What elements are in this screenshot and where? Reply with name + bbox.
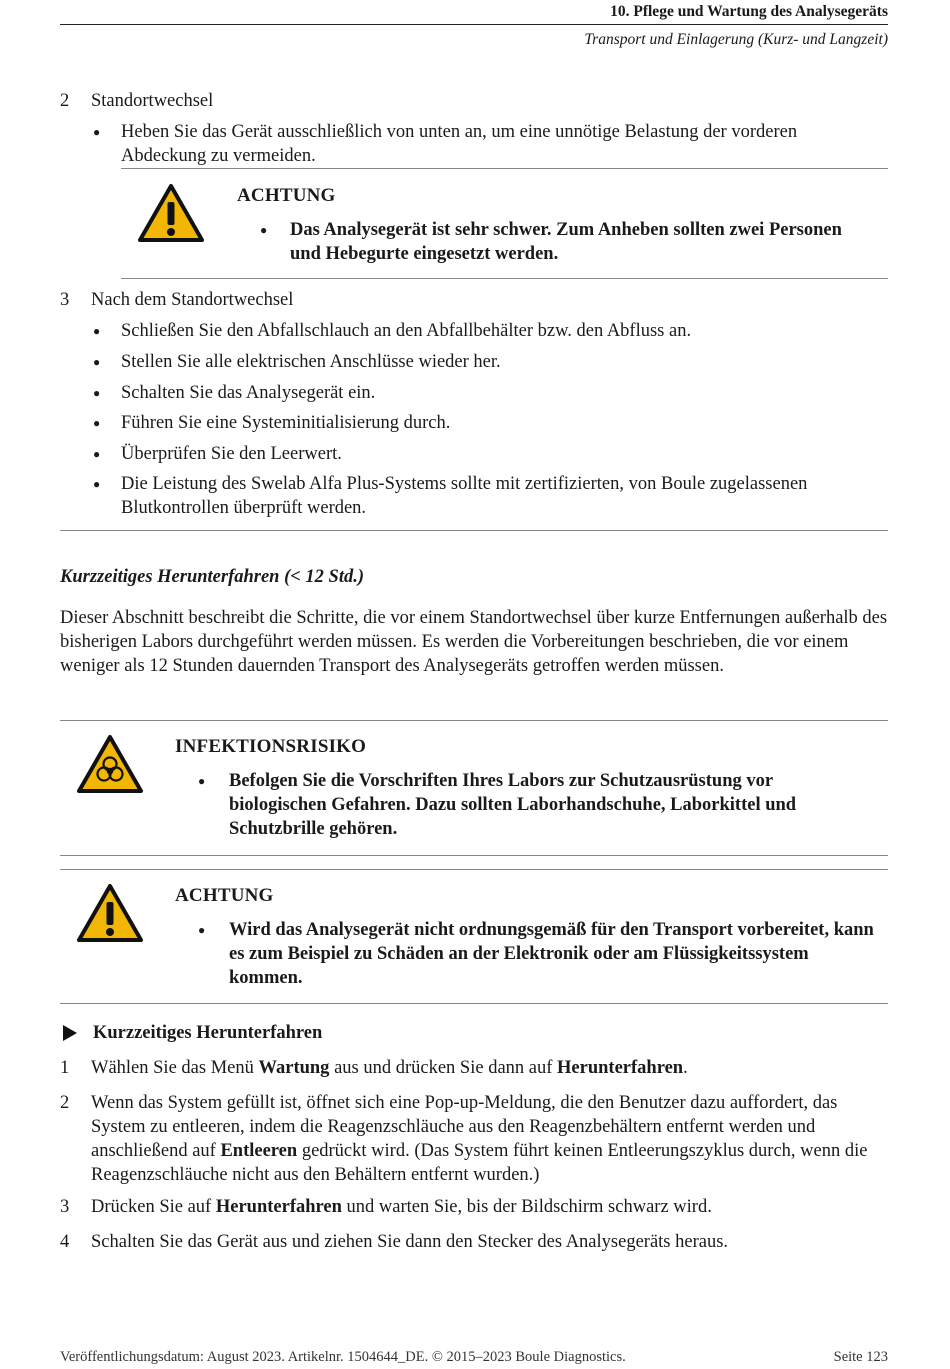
caution-text: Wird das Analysegerät nicht ordnungsgemäß für den Transport vorbereitet, kann es zum Beispiel zu Schäden an der Elektronik oder am Flüssigkeitssystem kommen.: [229, 920, 874, 988]
header-rule: [60, 24, 888, 25]
caution-title: ACHTUNG: [237, 185, 336, 206]
footer-publication: Veröffentlichungsdatum: August 2023. Artikelnr. 1504644_DE. © 2015–2023 Boule Diagnostics.: [60, 1349, 626, 1365]
bullet-dot: ●: [260, 223, 268, 237]
divider: [60, 1003, 888, 1004]
infection-title: INFEKTIONSRISIKO: [175, 736, 367, 757]
bullet-text: Führen Sie eine Systeminitialisierung durch.: [121, 413, 451, 433]
bullet-dot: ●: [93, 324, 101, 338]
procedure-title: Kurzzeitiges Herunterfahren: [93, 1023, 323, 1043]
bullet-text: Schließen Sie den Abfallschlauch an den Abfallbehälter bzw. den Abfluss an.: [121, 321, 692, 341]
bullet-dot: ●: [93, 386, 101, 400]
biohazard-icon: [76, 734, 144, 794]
step-title: Standortwechsel: [91, 91, 214, 111]
bullet-dot: ●: [93, 355, 101, 369]
page-number: Seite 123: [833, 1349, 888, 1365]
divider: [60, 855, 888, 856]
divider: [121, 168, 888, 169]
divider: [121, 278, 888, 279]
divider: [60, 530, 888, 531]
step-number: 1: [60, 1058, 70, 1078]
step-number: 3: [60, 1197, 70, 1217]
warning-triangle-icon: [76, 883, 144, 943]
caution-title: ACHTUNG: [175, 885, 274, 906]
step-number: 3: [60, 290, 70, 310]
divider: [60, 720, 888, 721]
bullet-dot: ●: [93, 477, 101, 491]
procedure-step: Wenn das System gefüllt ist, öffnet sich eine Pop-up-Meldung, die den Benutzer dazu auffordert, das System zu entleeren, indem die Reagenzschläuche aus den Reagenzbehältern entfernt werden und anschließend auf Entleeren gedrückt wird. (Das System führt keinen Entleerungszyklus durch, wenn die Reagenzschläuche nicht aus den Behältern entfernt wurden.): [91, 1093, 868, 1185]
infection-text: Befolgen Sie die Vorschriften Ihres Labors zur Schutzausrüstung vor biologischen Gefahren. Dazu sollten Laborhandschuhe, Laborkittel und Schutzbrille gehören.: [229, 771, 797, 839]
section-paragraph: Dieser Abschnitt beschreibt die Schritte, die vor einem Standortwechsel über kurze Entfernungen außerhalb des bisherigen Labors durchgeführt werden müssen. Es werden die Vorbereitungen beschrieben, die vor einem weniger als 12 Stunden dauernden Transport des Analysegeräts getroffen werden müssen.: [60, 608, 888, 676]
warning-triangle-icon: [137, 183, 205, 243]
bullet-dot: ●: [93, 416, 101, 430]
bullet-dot: ●: [93, 447, 101, 461]
divider: [60, 869, 888, 870]
procedure-step: Schalten Sie das Gerät aus und ziehen Sie dann den Stecker des Analysegeräts heraus.: [91, 1232, 729, 1252]
procedure-step: Wählen Sie das Menü Wartung aus und drücken Sie dann auf Herunterfahren.: [91, 1058, 688, 1078]
chapter-title: 10. Pflege und Wartung des Analysegeräts: [610, 3, 888, 20]
bullet-text: Schalten Sie das Analysegerät ein.: [121, 383, 376, 403]
section-heading: Kurzzeitiges Herunterfahren (< 12 Std.): [60, 567, 365, 587]
caution-text: Das Analysegerät ist sehr schwer. Zum Anheben sollten zwei Personen und Hebegurte eingesetzt werden.: [290, 220, 842, 264]
bullet-text: Heben Sie das Gerät ausschließlich von unten an, um eine unnötige Belastung der vorderen Abdeckung zu vermeiden.: [121, 122, 798, 166]
step-title: Nach dem Standortwechsel: [91, 290, 294, 310]
bullet-text: Stellen Sie alle elektrischen Anschlüsse wieder her.: [121, 352, 501, 372]
bullet-text: Die Leistung des Swelab Alfa Plus-Systems sollte mit zertifizierten, von Boule zugelassenen Blutkontrollen überprüft werden.: [121, 474, 808, 518]
bullet-dot: ●: [198, 923, 206, 937]
play-triangle-icon: [62, 1024, 78, 1042]
section-subtitle: Transport und Einlagerung (Kurz- und Langzeit): [584, 31, 888, 48]
bullet-text: Überprüfen Sie den Leerwert.: [121, 444, 342, 464]
step-number: 4: [60, 1232, 70, 1252]
step-number: 2: [60, 1093, 70, 1113]
step-number: 2: [60, 91, 70, 111]
bullet-dot: ●: [93, 125, 101, 139]
procedure-step: Drücken Sie auf Herunterfahren und warten Sie, bis der Bildschirm schwarz wird.: [91, 1197, 712, 1217]
bullet-dot: ●: [198, 774, 206, 788]
